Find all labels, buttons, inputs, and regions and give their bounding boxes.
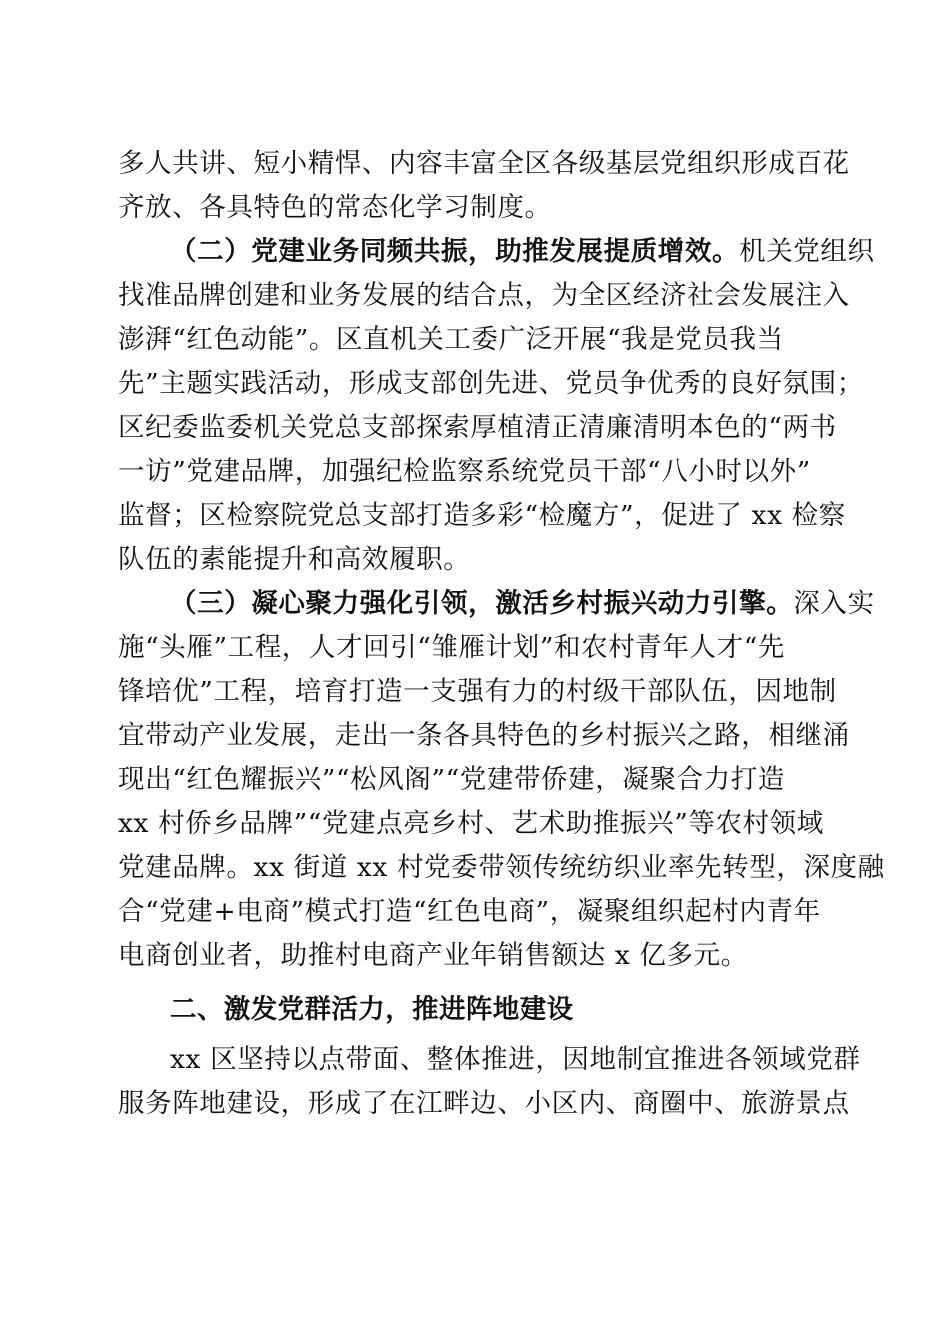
body-line: 多人共讲、短小精悍、内容丰富全区各级基层党组织形成百花 — [118, 148, 850, 179]
body-line: 锋培优”工程，培育打造一支强有力的村级干部队伍，因地制 — [118, 676, 837, 707]
body-line: 施“头雁”工程，人才回引“雏雁计划”和农村青年人才“先 — [118, 632, 785, 663]
body-line: 队伍的素能提升和高效履职。 — [118, 544, 471, 575]
section-heading: 二、激发党群活力，推进阵地建设 — [170, 994, 574, 1025]
body-line: 监督；区检察院党总支部打造多彩“检魔方”，促进了 xx 检察 — [118, 500, 846, 531]
body-line: 找准品牌创建和业务发展的结合点，为全区经济社会发展注入 — [118, 280, 850, 311]
body-line: 澎湃“红色动能”。区直机关工委广泛开展“我是党员我当 — [118, 324, 784, 355]
body-text: 深入实 — [793, 588, 875, 619]
body-line: 现出“红色耀振兴”“松风阁”“党建带侨建，凝聚合力打造 — [118, 764, 785, 795]
body-line: 党建品牌。xx 街道 xx 村党委带领传统纺织业率先转型，深度融 — [118, 852, 885, 883]
body-line: 宜带动产业发展，走出一条各具特色的乡村振兴之路，相继涌 — [118, 720, 850, 751]
body-line: 电商创业者，助推村电商产业年销售额达 x 亿多元。 — [118, 940, 748, 971]
body-line: 区纪委监委机关党总支部探索厚植清正清廉清明本色的“两书 — [118, 412, 837, 443]
body-text: 机关党组织 — [739, 236, 875, 267]
subsection-two-heading: （二）党建业务同频共振，助推发展提质增效。 — [170, 236, 740, 267]
subsection-two-first-line — [170, 234, 875, 270]
body-line: 齐放、各具特色的常态化学习制度。 — [118, 192, 552, 223]
body-line: 先”主题实践活动，形成支部创先进、党员争优秀的良好氛围； — [118, 368, 864, 399]
body-line: xx 区坚持以点带面、整体推进，因地制宜推进各领域党群 — [170, 1044, 861, 1075]
subsection-three-heading: （三）凝心聚力强化引领，激活乡村振兴动力引擎。 — [170, 588, 794, 619]
body-line: 服务阵地建设，形成了在江畔边、小区内、商圈中、旅游景点 — [118, 1088, 850, 1119]
body-line: 合“党建+电商”模式打造“红色电商”，凝聚组织起村内青年 — [118, 896, 821, 927]
subsection-three-first-line — [170, 586, 875, 622]
body-line: 一访”党建品牌，加强纪检监察系统党员干部“八小时以外” — [118, 456, 811, 487]
body-line: xx 村侨乡品牌”“党建点亮乡村、艺术助推振兴”等农村领域 — [118, 808, 824, 839]
